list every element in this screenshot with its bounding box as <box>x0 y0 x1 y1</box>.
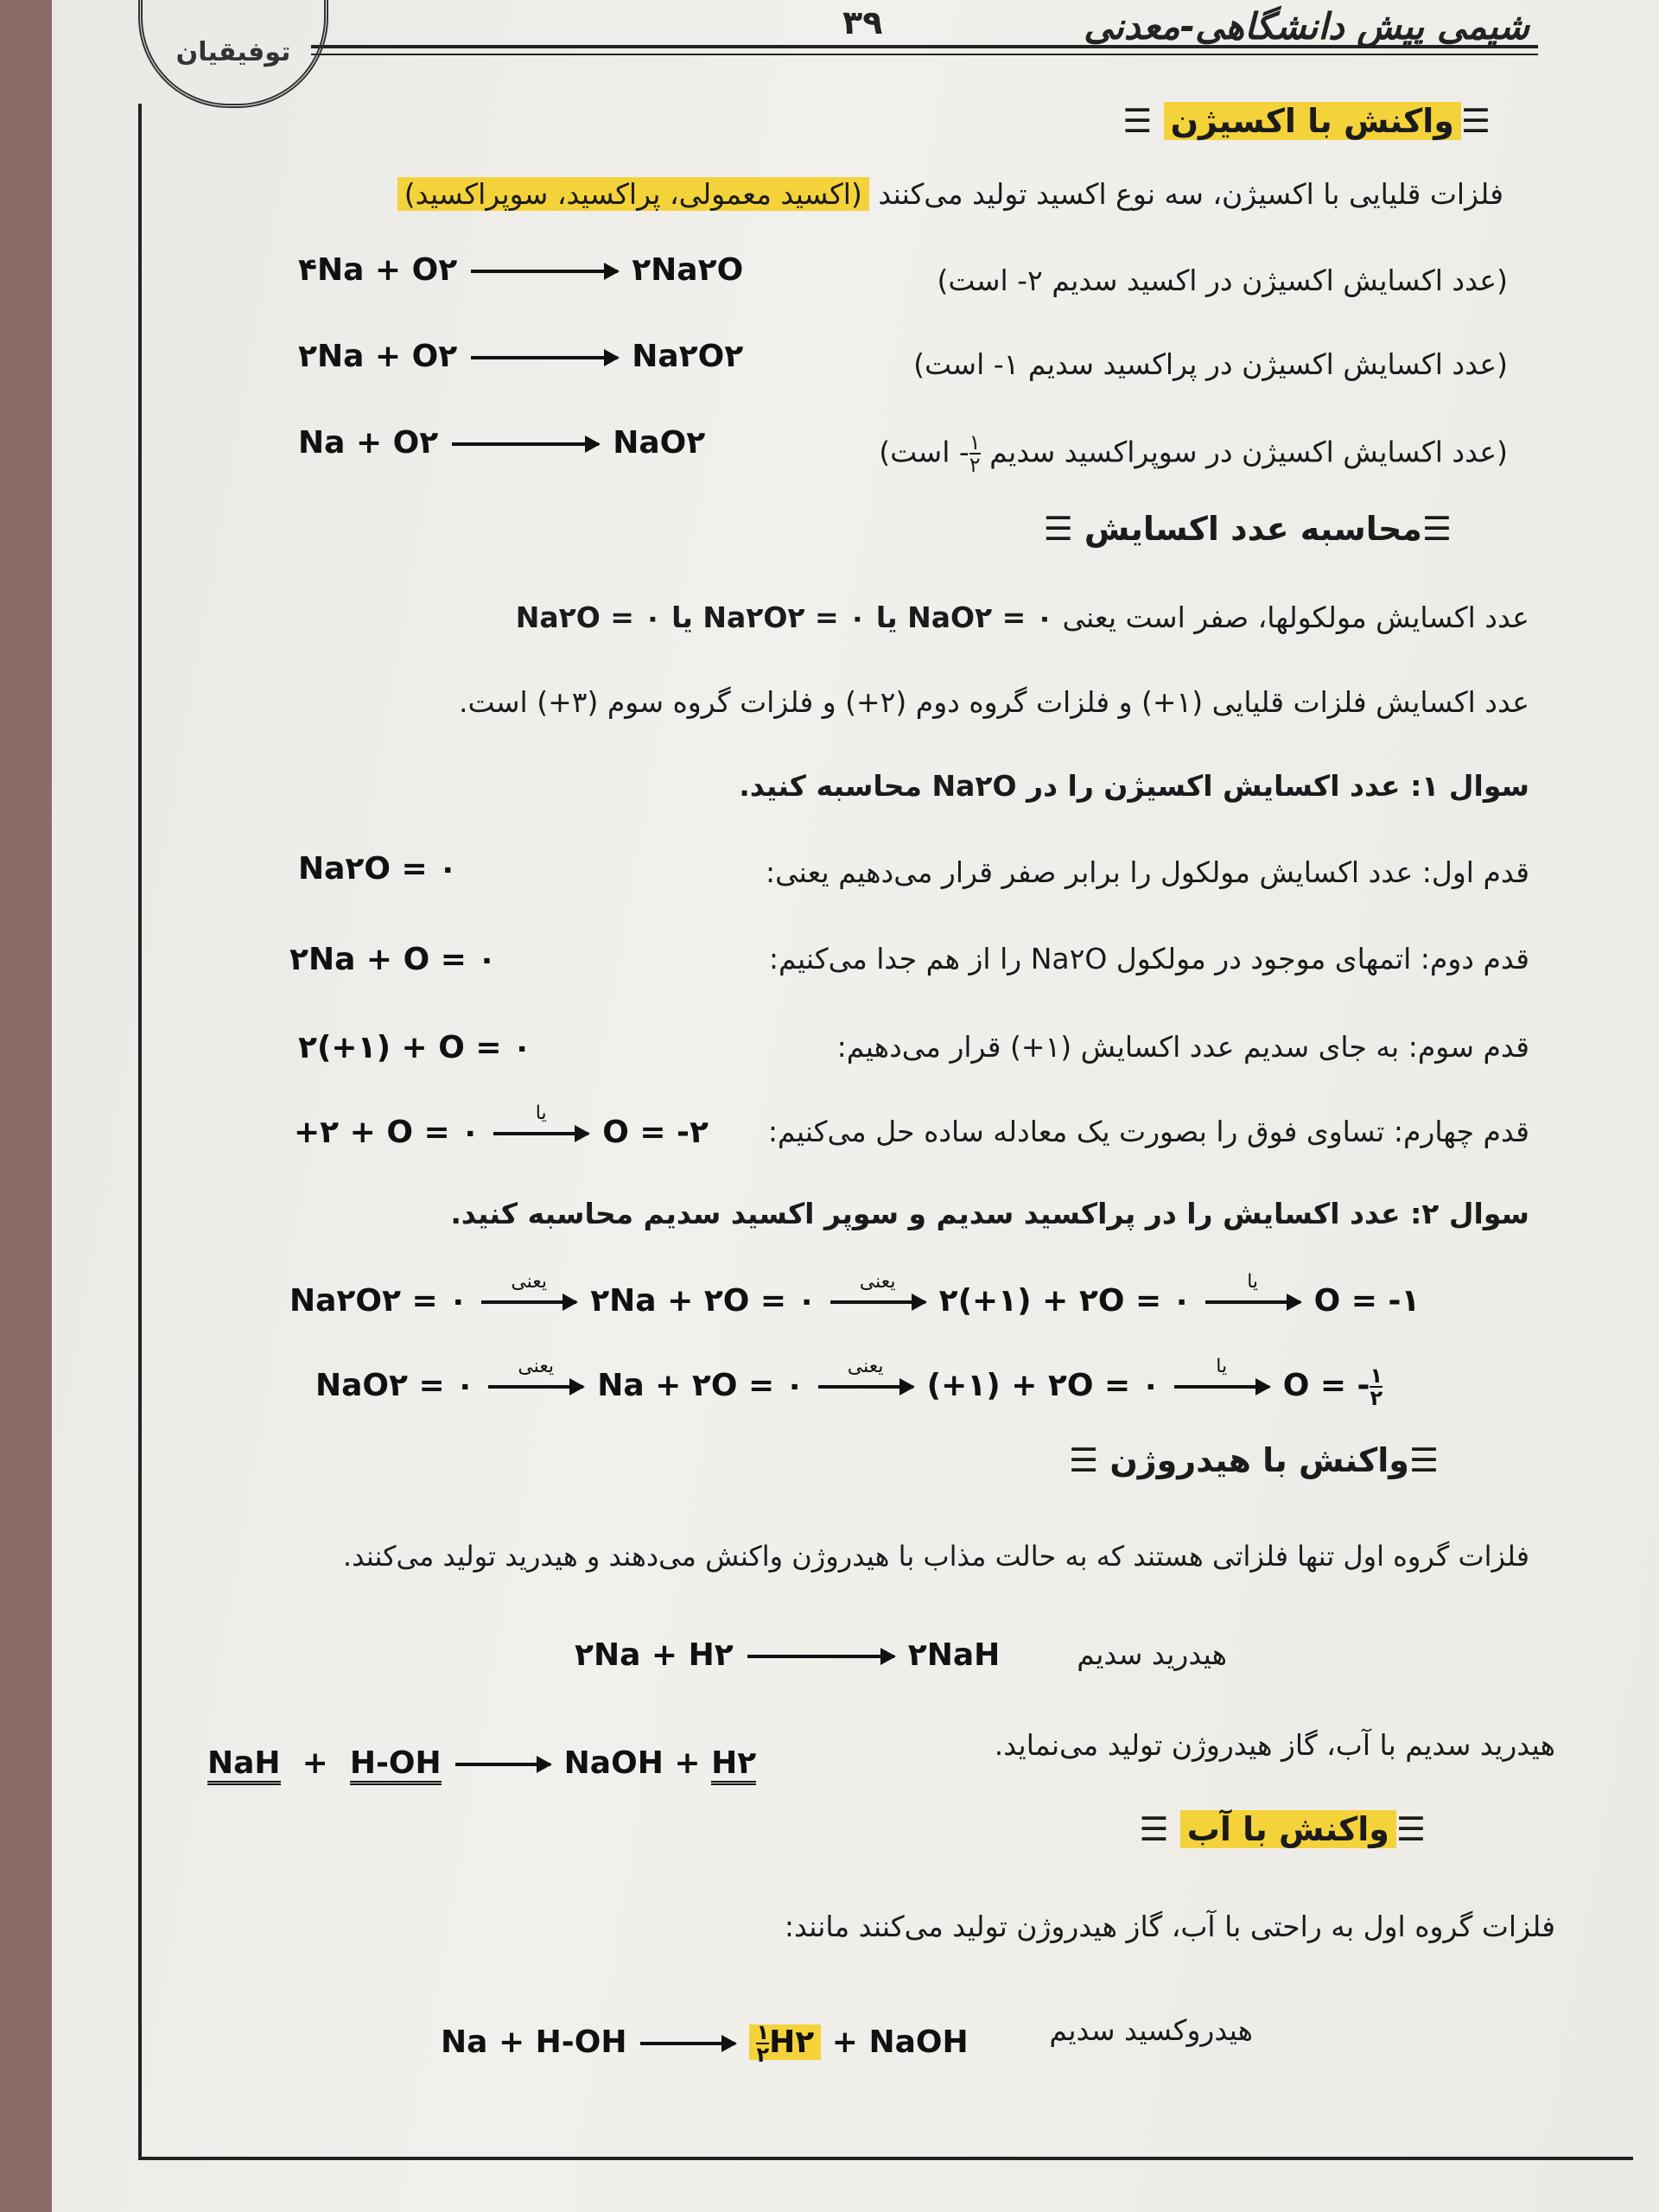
molecule-zero-line: عدد اکسایش مولکولها، صفر است یعنی NaO۲ = ۰ یا Na۲O۲ = ۰ یا Na۲O = ۰ <box>515 601 1529 634</box>
note-superoxide: (عدد اکسایش اکسیژن در سوپراکسید سدیم $\frac{۱}{۲}$ - است) <box>879 430 1508 477</box>
arrow-icon <box>455 1763 550 1766</box>
arrow-icon <box>640 2042 735 2045</box>
section-heading-water: ☰واکنش با آب ☰ <box>1139 1810 1426 1848</box>
hydride-label: هیدرید سدیم <box>1077 1637 1227 1671</box>
equation-superoxide: Na + O۲ NaO۲ <box>298 425 706 461</box>
publisher-seal <box>138 0 328 108</box>
arrow-icon <box>471 270 618 273</box>
seal-text: توفیقیان <box>175 36 291 67</box>
arrow-icon: یا <box>1205 1300 1300 1304</box>
header-rule-thin <box>311 54 1538 55</box>
step-4-equation: +۲ + O = ۰ یا O = -۲ <box>294 1103 709 1150</box>
step-2-equation: ۲Na + O = ۰ <box>289 942 497 977</box>
book-page <box>52 0 1659 2212</box>
hydride-water-line: هیدرید سدیم با آب، گاز هیدروژن تولید می‌نماید. <box>994 1728 1555 1762</box>
arrow-icon <box>747 1655 894 1658</box>
arrow-icon <box>452 442 599 446</box>
note-oxide: (عدد اکسایش اکسیژن در اکسید سدیم ۲- است) <box>937 264 1508 297</box>
superoxide-chain: NaO۲ = ۰ یعنی Na + ۲O = ۰ یعنی (+۱) + ۲O = ۰ یا O = - $\frac{۱}{۲}$ <box>315 1356 1383 1410</box>
section-heading-hydrogen: ☰واکنش با هیدروژن ☰ <box>1069 1441 1439 1479</box>
section-heading-oxidation-number: ☰محاسبه عدد اکسایش ☰ <box>1043 510 1452 548</box>
equation-hydride-water: NaH + H-OH NaOH + H۲ <box>207 1745 756 1781</box>
arrow-icon: یعنی <box>481 1300 576 1304</box>
step-3-equation: ۲(+۱) + O = ۰ <box>298 1030 532 1065</box>
arrow-icon: یعنی <box>488 1385 583 1389</box>
arrow-icon: یعنی <box>830 1300 925 1304</box>
step-1-text: قدم اول: عدد اکسایش مولکول را برابر صفر قرار می‌دهیم یعنی: <box>766 855 1529 889</box>
page-number: ۳۹ <box>842 3 883 41</box>
arrow-icon: یا <box>493 1132 588 1135</box>
fraction-half: $\frac{۱}{۲}$ <box>969 430 981 477</box>
question-1: سوال ۱: عدد اکسایش اکسیژن را در Na۲O محاسبه کنید. <box>739 769 1529 803</box>
arrow-icon <box>471 356 618 359</box>
equation-peroxide: ۲Na + O۲ Na۲O۲ <box>298 339 744 374</box>
arrow-icon: یا <box>1174 1385 1269 1389</box>
equation-water: Na + H-OH $\frac{۱}{۲}$ H۲ + NaOH <box>441 2020 969 2067</box>
peroxide-chain: Na۲O۲ = ۰ یعنی ۲Na + ۲O = ۰ یعنی ۲(+۱) + ۲O = ۰ یا O = -۱ <box>289 1271 1421 1319</box>
step-4-text: قدم چهارم: تساوی فوق را بصورت یک معادله ساده حل می‌کنیم: <box>767 1115 1529 1148</box>
fraction-half: $\frac{۱}{۲}$ <box>1370 1363 1383 1410</box>
half-h2-highlight: $\frac{۱}{۲}$ H۲ <box>749 2024 821 2060</box>
book-title: شیمی پیش دانشگاهی-معدنی <box>1084 5 1529 48</box>
question-2: سوال ۲: عدد اکسایش را در پراکسید سدیم و سوپر اکسید سدیم محاسبه کنید. <box>450 1197 1529 1230</box>
section-heading-oxygen: ☰واکنش با اکسیژن ☰ <box>1122 102 1491 140</box>
step-1-equation: Na۲O = ۰ <box>298 851 458 887</box>
oxide-types-highlight: (اکسید معمولی، پراکسید، سوپراکسید) <box>397 177 869 211</box>
equation-hydride: ۲Na + H۲ ۲NaH <box>575 1637 1001 1673</box>
hydroxide-label: هیدروکسید سدیم <box>1049 2013 1253 2047</box>
oxygen-intro: فلزات قلیایی با اکسیژن، سه نوع اکسید تولید می‌کنند (اکسید معمولی، پراکسید، سوپراکسید) <box>397 177 1503 211</box>
step-2-text: قدم دوم: اتمهای موجود در مولکول Na۲O را از هم جدا می‌کنیم: <box>768 942 1529 976</box>
step-3-text: قدم سوم: به جای سدیم عدد اکسایش (۱+) قرار می‌دهیم: <box>836 1030 1529 1064</box>
note-peroxide: (عدد اکسایش اکسیژن در پراکسید سدیم ۱- است) <box>913 347 1508 381</box>
arrow-icon: یعنی <box>818 1385 913 1389</box>
water-intro: فلزات گروه اول به راحتی با آب، گاز هیدروژن تولید می‌کنند مانند: <box>784 1910 1555 1943</box>
equation-oxide: ۴Na + O۲ ۲Na۲O <box>298 252 744 288</box>
hydrogen-intro: فلزات گروه اول تنها فلزاتی هستند که به حالت مذاب با هیدروژن واکنش می‌دهند و هیدرید تولید می‌کنند. <box>342 1540 1529 1573</box>
group-oxidation-line: عدد اکسایش فلزات قلیایی (۱+) و فلزات گروه دوم (۲+) و فلزات گروه سوم (۳+) است. <box>459 685 1529 719</box>
